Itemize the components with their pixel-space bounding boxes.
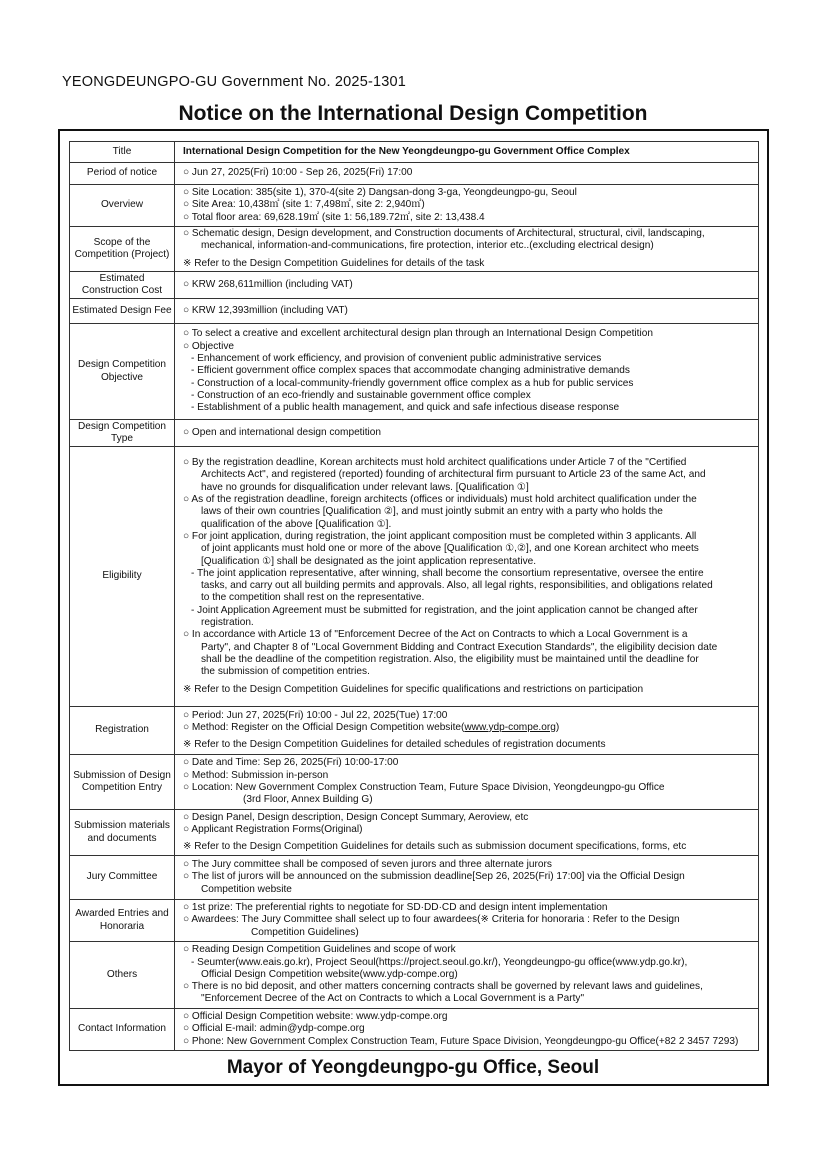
- scope-line: ○ Schematic design, Design development, and Construction documents of Architectural, structural, civil, landscaping,: [183, 228, 705, 240]
- row-submission: [70, 755, 759, 810]
- row-objective: [70, 324, 759, 420]
- awarded-line: Competition Guidelines): [251, 926, 359, 938]
- others-line: Official Design Competition website(www.ydp-compe.org): [201, 968, 458, 980]
- eligibility-line: the submission of competition entries.: [201, 666, 370, 678]
- objective-line: ○ To select a creative and excellent architectural design plan through an International Design Competition: [183, 328, 653, 340]
- eligibility-line: registration.: [201, 617, 254, 629]
- overview-line: ○ Site Area: 10,438㎡ (site 1: 7,498㎡, site 2: 2,940㎡): [183, 199, 425, 211]
- materials-note: ※ Refer to the Design Competition Guidelines for details such as submission document specifications, forms, etc: [183, 841, 687, 853]
- row-overview: [70, 185, 759, 227]
- submission-line: ○ Date and Time: Sep 26, 2025(Fri) 10:00-17:00: [183, 757, 399, 769]
- contact-line: ○ Official Design Competition website: www.ydp-compe.org: [183, 1011, 448, 1023]
- awarded-line: ○ Awardees: The Jury Committee shall select up to four awardees(※ Criteria for honoraria : Refer to the Design: [183, 914, 680, 926]
- label-registration: Registration: [70, 707, 175, 755]
- jury-line: ○ The Jury committee shall be composed of seven jurors and three alternate jurors: [183, 859, 552, 871]
- label-cost: Estimated Construction Cost: [70, 272, 175, 299]
- eligibility-line: of joint applicants must hold one or more of the above [Qualification ①,②], and one Korean architect who meets: [201, 543, 699, 555]
- row-others: [70, 942, 759, 1009]
- registration-method-close: ): [555, 721, 560, 733]
- value-others: [175, 942, 759, 1009]
- others-line: ○ There is no bid deposit, and other matters concerning contracts shall be governed by relevant laws and guidelines,: [183, 981, 703, 993]
- eligibility-line: ○ By the registration deadline, Korean architects must hold architect qualifications under Article 7 of the "Certified: [183, 457, 687, 469]
- overview-line: ○ Total floor area: 69,628.19㎡ (site 1: 56,189.72㎡, site 2: 13,438.4: [183, 211, 485, 223]
- label-period: Period of notice: [70, 163, 175, 185]
- submission-line: (3rd Floor, Annex Building G): [243, 794, 373, 806]
- row-contact: [70, 1009, 759, 1051]
- registration-line: [183, 722, 754, 734]
- eligibility-line: - The joint application representative, after winning, shall become the consortium representative, oversee the entire: [191, 567, 704, 579]
- label-materials: Submission materials and documents: [70, 810, 175, 856]
- label-type: Design Competition Type: [70, 420, 175, 447]
- label-fee: Estimated Design Fee: [70, 299, 175, 324]
- eligibility-line: ○ In accordance with Article 13 of "Enforcement Decree of the Act on Contracts to which a Local Government is a: [183, 629, 688, 641]
- registration-method-text: ○ Method: Register on the Official Design Competition website(: [183, 721, 465, 733]
- eligibility-line: have no grounds for disqualification under relevant laws. [Qualification ①]: [201, 481, 529, 493]
- objective-line: - Efficient government office complex spaces that accommodate changing administrative demands: [191, 365, 630, 377]
- value-overview: [175, 185, 759, 227]
- government-number: YEONGDEUNGPO-GU Government No. 2025-1301: [62, 74, 407, 90]
- registration-note: ※ Refer to the Design Competition Guidelines for detailed schedules of registration documents: [183, 739, 606, 751]
- value-scope: [175, 227, 759, 272]
- row-period: [70, 163, 759, 185]
- materials-line: ○ Design Panel, Design description, Design Concept Summary, Aeroview, etc: [183, 811, 529, 823]
- eligibility-line: Architects Act", and registered (reported) founding of architectural firm pursuant to Article 23 of the same Act, and: [201, 469, 706, 481]
- value-period: ○ Jun 27, 2025(Fri) 10:00 - Sep 26, 2025(Fri) 17:00: [175, 163, 759, 185]
- notice-table: [69, 141, 759, 1051]
- row-cost: [70, 272, 759, 299]
- row-title: [70, 142, 759, 163]
- eligibility-line: ○ For joint application, during registration, the joint applicant composition must be completed within 3 applicants. All: [183, 530, 697, 542]
- value-fee: ○ KRW 12,393million (including VAT): [175, 299, 759, 324]
- row-materials: [70, 810, 759, 856]
- value-materials: [175, 810, 759, 856]
- row-type: [70, 420, 759, 447]
- label-objective: Design Competition Objective: [70, 324, 175, 420]
- jury-line: Competition website: [201, 883, 292, 895]
- submission-line: ○ Location: New Government Complex Construction Team, Future Space Division, Yeongdeungpo-gu Office: [183, 782, 665, 793]
- mayor-signature-line: Mayor of Yeongdeungpo-gu Office, Seoul: [226, 1057, 600, 1078]
- notice-title: Notice on the International Design Competition: [178, 102, 648, 125]
- row-awarded: [70, 900, 759, 942]
- value-jury: [175, 856, 759, 900]
- value-registration: [175, 707, 759, 755]
- row-registration: [70, 707, 759, 755]
- value-cost: ○ KRW 268,611million (including VAT): [175, 272, 759, 299]
- overview-line: ○ Site Location: 385(site 1), 370-4(site 2) Dangsan-dong 3-ga, Yeongdeungpo-gu, Seoul: [183, 187, 577, 199]
- eligibility-line: Party", and Chapter 8 of "Local Government Bidding and Contract Execution Standards", the eligibility decision date: [201, 641, 718, 653]
- value-objective: [175, 324, 759, 420]
- label-submission: Submission of Design Competition Entry: [70, 755, 175, 810]
- label-jury: Jury Committee: [70, 856, 175, 900]
- objective-line: - Construction of a local-community-friendly government office complex as a hub for public services: [191, 377, 634, 389]
- contact-line: ○ Phone: New Government Complex Construction Team, Future Space Division, Yeongdeungpo-gu Office(+82 2 3457 7293): [183, 1035, 739, 1047]
- label-awarded: Awarded Entries and Honoraria: [70, 900, 175, 942]
- objective-line: - Construction of an eco-friendly and sustainable government office complex: [191, 389, 531, 401]
- value-awarded: [175, 900, 759, 942]
- objective-line: ○ Objective: [183, 340, 234, 352]
- registration-line: ○ Period: Jun 27, 2025(Fri) 10:00 - Jul 22, 2025(Tue) 17:00: [183, 709, 448, 721]
- label-others: Others: [70, 942, 175, 1009]
- value-type: ○ Open and international design competition: [175, 420, 759, 447]
- others-line: "Enforcement Decree of the Act on Contracts to which a Local Government is a Party": [201, 993, 585, 1005]
- row-scope: [70, 227, 759, 272]
- eligibility-line: qualification of the above [Qualification ①].: [201, 518, 392, 530]
- row-jury: [70, 856, 759, 900]
- eligibility-line: shall be the deadline of the competition registration. Also, the eligibility must be maintained until the deadline for: [201, 653, 699, 665]
- row-eligibility: [70, 447, 759, 707]
- label-overview: Overview: [70, 185, 175, 227]
- eligibility-line: to the competition shall rest on the representative.: [201, 592, 425, 604]
- label-title: Title: [70, 142, 175, 163]
- eligibility-line: [Qualification ①] shall be designated as the joint application representative.: [201, 555, 537, 567]
- eligibility-line: laws of their own countries [Qualification ②], and must jointly submit an entry with a party who holds the: [201, 506, 663, 518]
- others-line: ○ Reading Design Competition Guidelines and scope of work: [183, 944, 456, 956]
- others-line: - Seumter(www.eais.go.kr), Project Seoul(https://project.seoul.go.kr/), Yeongdeungpo-gu office(www.ydp.go.kr),: [191, 956, 688, 968]
- registration-website-link[interactable]: www.ydp-compe.org: [464, 721, 556, 733]
- label-eligibility: Eligibility: [70, 447, 175, 707]
- eligibility-line: tasks, and carry out all building permits and approvals. Also, all legal rights, responsibilities, and obligations related: [201, 580, 713, 592]
- eligibility-note: ※ Refer to the Design Competition Guidelines for specific qualifications and restrictions on participation: [183, 683, 644, 695]
- contact-line: ○ Official E-mail: admin@ydp-compe.org: [183, 1023, 365, 1035]
- objective-line: - Enhancement of work efficiency, and provision of convenient public administrative services: [191, 353, 602, 365]
- value-title: International Design Competition for the New Yeongdeungpo-gu Government Office Complex: [175, 142, 759, 163]
- objective-line: - Establishment of a public health management, and quick and safe infectious disease response: [191, 402, 620, 414]
- label-contact: Contact Information: [70, 1009, 175, 1051]
- jury-line: ○ The list of jurors will be announced on the submission deadline[Sep 26, 2025(Fri) 17:00] via the Official Design: [183, 871, 685, 883]
- eligibility-line: ○ As of the registration deadline, foreign architects (offices or individuals) must hold architect qualification under the: [183, 494, 697, 506]
- value-submission: [175, 755, 759, 810]
- value-contact: [175, 1009, 759, 1051]
- eligibility-line: - Joint Application Agreement must be submitted for registration, and the joint application cannot be changed after: [191, 604, 698, 616]
- label-scope: Scope of the Competition (Project): [70, 227, 175, 272]
- scope-note: ※ Refer to the Design Competition Guidelines for details of the task: [183, 257, 485, 269]
- value-eligibility: [175, 447, 759, 707]
- submission-line: ○ Method: Submission in-person: [183, 769, 329, 781]
- materials-line: ○ Applicant Registration Forms(Original): [183, 823, 363, 835]
- awarded-line: ○ 1st prize: The preferential rights to negotiate for SD·DD·CD and design intent implementation: [183, 902, 608, 914]
- scope-line: mechanical, information-and-communications, fire protection, interior etc..(excluding electrical design): [201, 240, 654, 252]
- row-fee: [70, 299, 759, 324]
